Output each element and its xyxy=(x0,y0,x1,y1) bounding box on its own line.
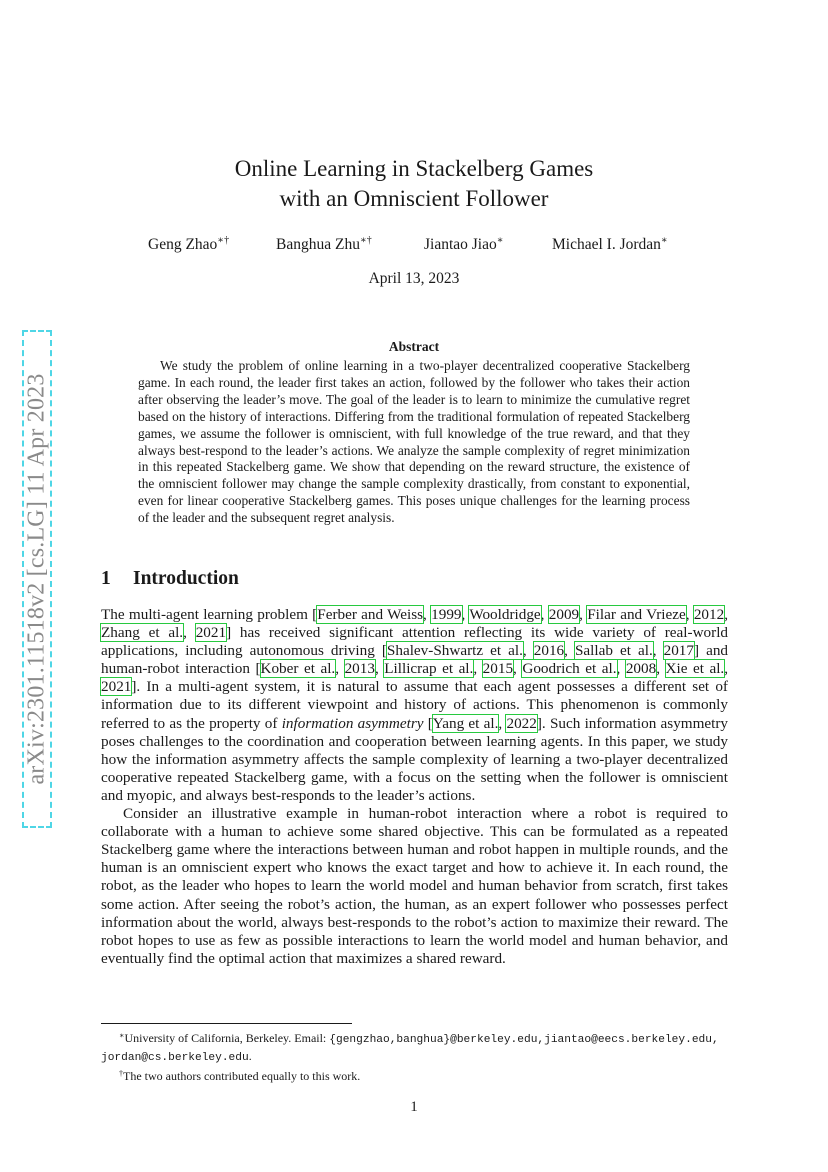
page-number: 1 xyxy=(410,1099,418,1115)
arxiv-stamp xyxy=(22,330,52,828)
citation-link[interactable]: 2008 xyxy=(625,660,657,678)
title-line-2: with an Omniscient Follower xyxy=(279,186,549,211)
abstract-text: We study the problem of online learning in a two-player decentralized cooperative Stackelberg game. In each round, the leader first takes an action, followed by the follower who takes their action after observing the leader’s move. The goal of the leader is to learn to minimize the cumulative regret based on the history of interactions. Differing from the traditional formulation of repeated Stackelberg games, we assume the follower is omniscient, with full knowledge of the true reward, and that they always best-respond to the leader’s actions. We analyze the sample complexity of regret minimization in this repeated Stackelberg game. We show that depending on the reward structure, the existence of the omniscient follower may change the sample complexity drastically, from constant to exponential, even for linear cooperative Stackelberg games. This poses unique challenges for the learning process of the leader and the subsequent regret analysis. xyxy=(138,358,690,526)
citation-link[interactable]: Zhang et al. xyxy=(101,624,184,642)
section-number: 1 xyxy=(101,568,111,589)
citation-link[interactable]: Goodrich et al. xyxy=(522,660,617,678)
citation-link[interactable]: Yang et al. xyxy=(432,714,499,732)
footnote-rule xyxy=(101,1023,352,1024)
citation-link[interactable]: Kober et al. xyxy=(260,660,336,678)
section-title: Introduction xyxy=(133,568,239,589)
citation-link[interactable]: Ferber and Weiss xyxy=(317,606,424,623)
abstract xyxy=(138,339,690,527)
author: Banghua Zhu∗† xyxy=(276,235,372,253)
footnotes xyxy=(101,1028,731,1085)
citation-link[interactable]: Xie et al. xyxy=(665,660,725,678)
citation-link[interactable]: Wooldridge xyxy=(469,606,541,623)
abstract-heading: Abstract xyxy=(388,339,440,354)
citation-link[interactable]: Filar and Vrieze xyxy=(587,606,686,623)
paper-date: April 13, 2023 xyxy=(368,270,460,287)
citation-link[interactable]: 2017 xyxy=(663,642,694,660)
citation-link[interactable]: 2021 xyxy=(195,624,227,642)
body-text xyxy=(101,606,728,968)
paragraph: The multi-agent learning problem [Ferber and Weiss, 1999, Wooldridge, 2009, Filar and Vrieze, 2012, Zhang et al., 2021] has received significant attention reflecting its wide variety of real-world applications, including autonomous driving [Shalev-Shwartz et al., 2016, Sallab et al., 2017] and human-robot interaction [Kober et al., 2013, Lillicrap et al., 2015, Goodrich et al., 2008, Xie et al., 2021]. In a multi-agent system, it is natural to assume that each agent possesses a different set of information due to its different viewpoint and history of actions. This phenomenon is commonly referred to as the property of information asymmetry [Yang et al., 2022]. Such information asymmetry poses challenges to the coordination and cooperation between learning agents. In this paper, we study how the information asymmetry affects the sample complexity of learning a two-player decentralized cooperative repeated Stackelberg game, with a focus on the setting when the follower is omniscient and myopic, and always best-responds to the leader’s actions. xyxy=(101,606,729,804)
citation-link[interactable]: 2021 xyxy=(101,678,132,696)
citation-link[interactable]: 2022 xyxy=(506,714,537,732)
citation-link[interactable]: Shalev-Shwartz et al. xyxy=(386,642,523,660)
author: Jiantao Jiao∗ xyxy=(424,235,504,253)
citation-link[interactable]: Lillicrap et al. xyxy=(384,660,474,678)
citation-link[interactable]: 2016 xyxy=(533,642,565,660)
title-line-1: Online Learning in Stackelberg Games xyxy=(234,156,594,181)
paper-title xyxy=(0,154,828,214)
emphasis: information asymmetry xyxy=(281,714,424,732)
citation-link[interactable]: 2009 xyxy=(548,606,580,623)
footnote: ∗University of California, Berkeley. Email: {gengzhao,banghua}@berkeley.edu,jiantao@eecs.berkeley.edu, jordan@cs.berkeley.edu. xyxy=(101,1031,719,1064)
citation-link[interactable]: Sallab et al. xyxy=(574,642,653,660)
paragraph: Consider an illustrative example in human-robot interaction where a robot is required to collaborate with a human to achieve some shared objective. This can be formulated as a repeated Stackelberg game where the interactions between human and robot happen in multiple rounds, and the human is an omniscient expert who knows the exact target and how to achieve it. In each round, the robot, as the leader who hopes to learn the world model and human behavior from scratch, first takes some action. After seeing the robot’s action, the human, as an expert follower who possesses perfect information about the world, always best-responds to the robot’s action to maximize their reward. The robot hopes to use as few as possible interactions to learn the world model and human behavior, and eventually find the optimal action that maximizes a shared reward. xyxy=(101,805,728,967)
citation-link[interactable]: 2012 xyxy=(693,606,725,623)
author: Geng Zhao∗† xyxy=(148,235,230,253)
section-heading xyxy=(101,568,239,590)
footnote: †The two authors contributed equally to this work. xyxy=(119,1069,361,1083)
citation-link[interactable]: 1999 xyxy=(431,606,462,623)
citation-link[interactable]: 2015 xyxy=(482,660,514,678)
citation-link[interactable]: 2013 xyxy=(344,660,375,678)
author: Michael I. Jordan∗ xyxy=(552,235,668,253)
arxiv-stamp-text: arXiv:2301.11518v2 [cs.LG] 11 Apr 2023 xyxy=(23,373,50,785)
